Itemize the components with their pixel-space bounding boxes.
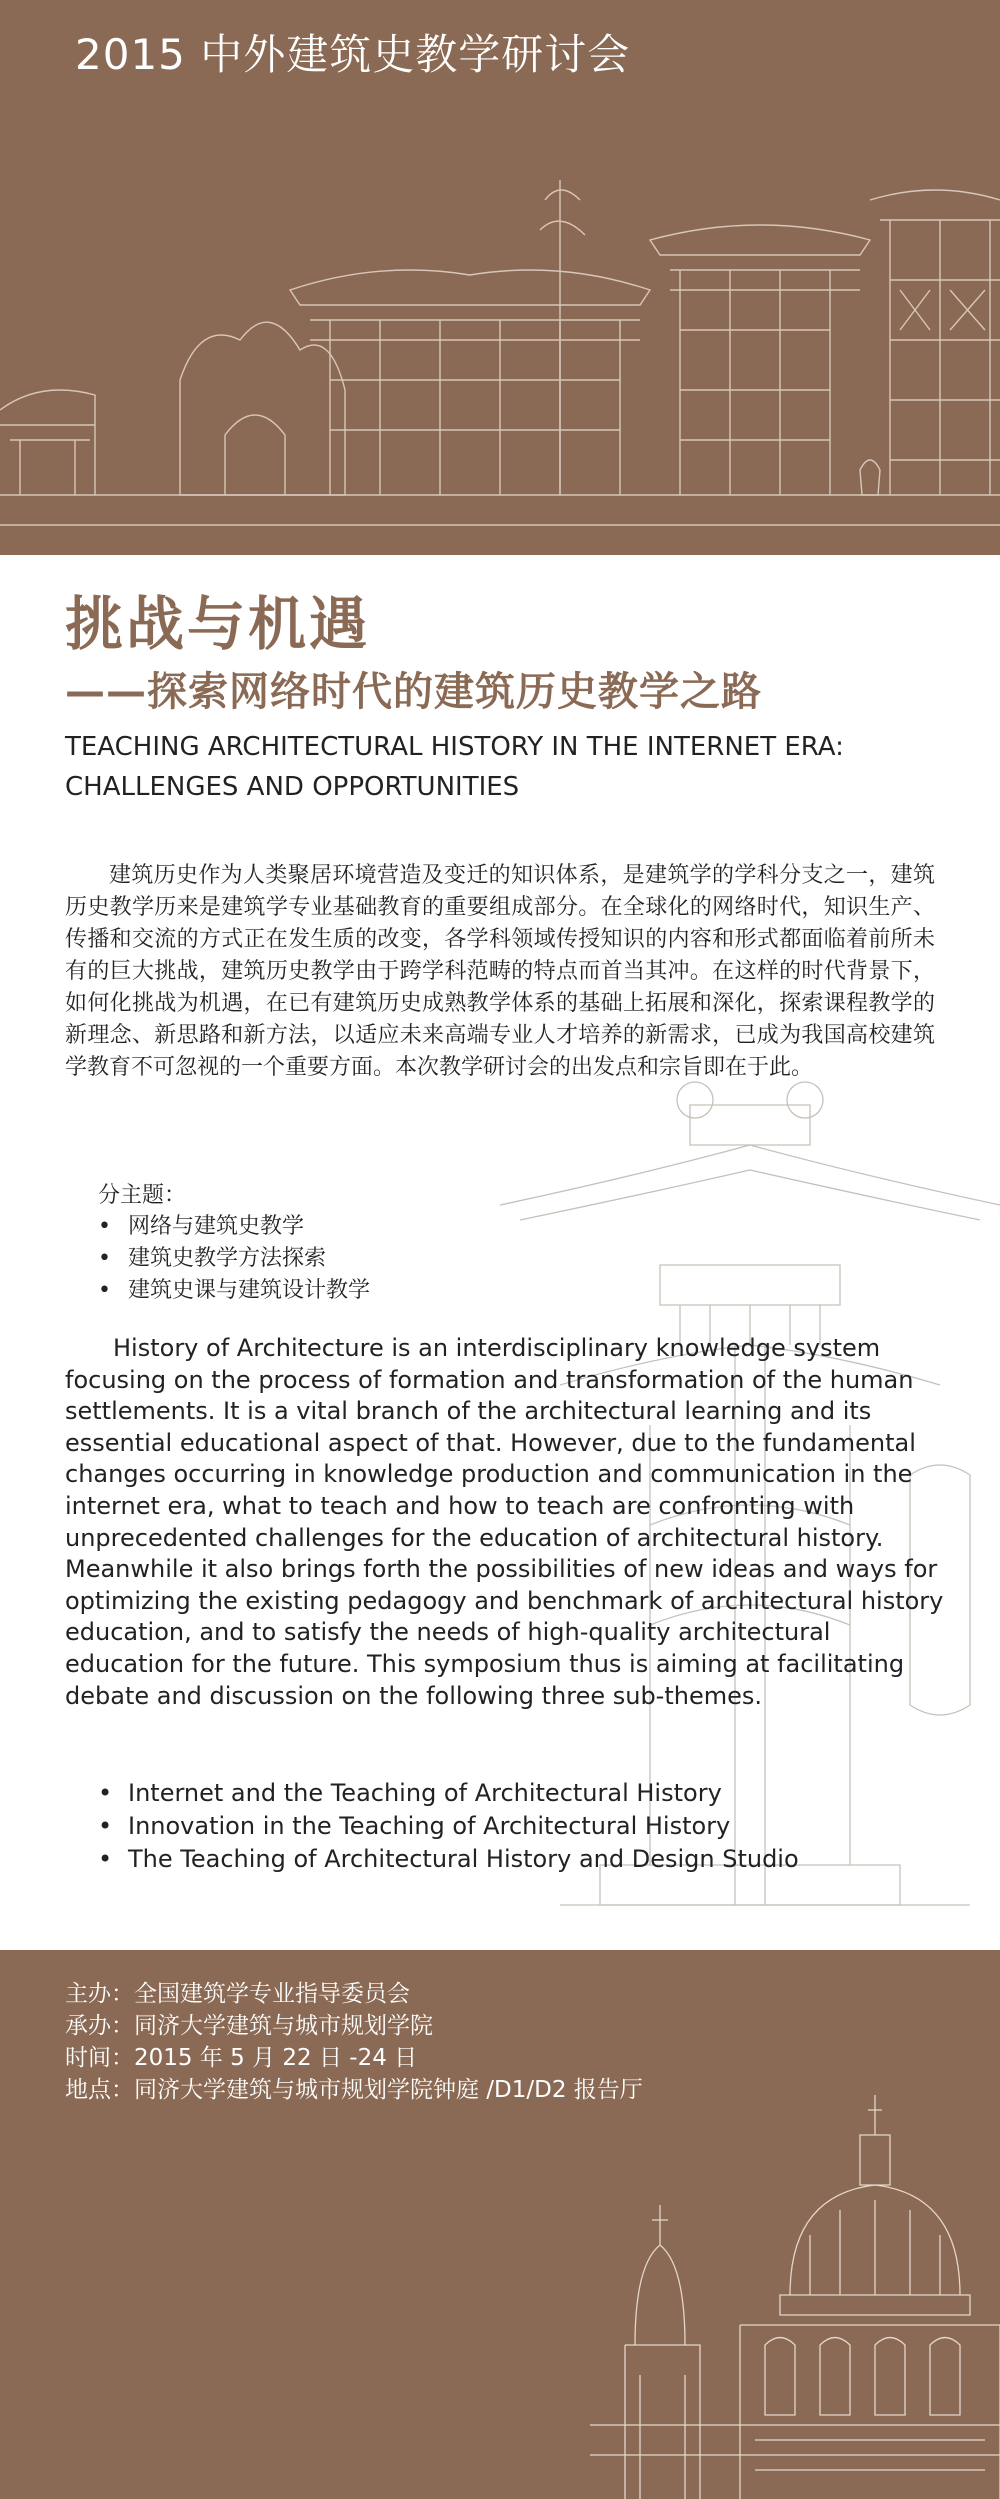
chinese-garden-illustration — [0, 180, 1000, 555]
page-subtitle: ——探索网络时代的建筑历史教学之路 — [65, 669, 762, 715]
intro-paragraph-en: History of Architecture is an interdisciplinary knowledge system focusing on the process of formation and transformation of the human settlements. It is a vital branch of the architectural learning and its essential educational aspect of that. However, due to the fundamental changes occurring in knowledge production and communication in the internet era, what to teach and how to teach are confronting with unprecedented challenges for the education of architectural history. Meanwhile it also brings forth the possibilities of new ideas and ways for optimizing the existing pedagogy and benchmark of architectural history education, and to satisfy the needs of high-quality architectural education for the future. This symposium thus is aiming at facilitating debate and discussion on the following three sub-themes. — [65, 1334, 944, 1710]
time-info: 时间：2015 年 5 月 22 日 -24 日 — [65, 2045, 418, 2071]
subthemes-list-en — [98, 1777, 799, 1876]
english-title — [65, 727, 945, 807]
header-band — [0, 0, 1000, 555]
list-item: • 建筑史教学方法探索 — [98, 1243, 370, 1275]
english-title-line: CHALLENGES AND OPPORTUNITIES — [65, 772, 520, 802]
list-item: • Innovation in the Teaching of Architectural History — [98, 1810, 799, 1843]
intro-paragraph-cn: 建筑历史作为人类聚居环境营造及变迁的知识体系，是建筑学的学科分支之一，建筑历史教学历来是建筑学专业基础教育的重要组成部分。在全球化的网络时代，知识生产、传播和交流的方式正在发生质的改变，各学科领域传授知识的内容和形式都面临着前所未有的巨大挑战，建筑历史教学由于跨学科范畴的特点而首当其冲。在这样的时代背景下，如何化挑战为机遇，在已有建筑历史成熟教学体系的基础上拓展和深化，探索课程教学的新理念、新思路和新方法，以适应未来高端专业人才培养的新需求，已成为我国高校建筑学教育不可忽视的一个重要方面。本次教学研讨会的出发点和宗旨即在于此。 — [65, 863, 935, 1080]
list-item: • The Teaching of Architectural History and Design Studio — [98, 1843, 799, 1876]
event-info — [65, 1978, 643, 2106]
english-title-line: TEACHING ARCHITECTURAL HISTORY IN THE INTERNET ERA: — [65, 732, 844, 762]
list-item: • 网络与建筑史教学 — [98, 1211, 370, 1243]
venue-info: 地点：同济大学建筑与城市规划学院钟庭 /D1/D2 报告厅 — [65, 2077, 643, 2103]
main-content — [0, 555, 1000, 1950]
list-item: • 建筑史课与建筑设计教学 — [98, 1275, 370, 1307]
footer-band — [0, 1950, 1000, 2499]
list-item: • Internet and the Teaching of Architectural History — [98, 1777, 799, 1810]
host-info: 主办：全国建筑学专业指导委员会 — [65, 1981, 410, 2007]
subthemes-heading: 分主题： — [98, 1183, 187, 1208]
event-title: 2015 中外建筑史教学研讨会 — [75, 30, 631, 79]
subthemes-list-cn — [98, 1211, 370, 1307]
organizer-info: 承办：同济大学建筑与城市规划学院 — [65, 2013, 433, 2039]
domed-building-illustration — [590, 2095, 1000, 2499]
page-title: 挑战与机遇 — [65, 590, 371, 658]
